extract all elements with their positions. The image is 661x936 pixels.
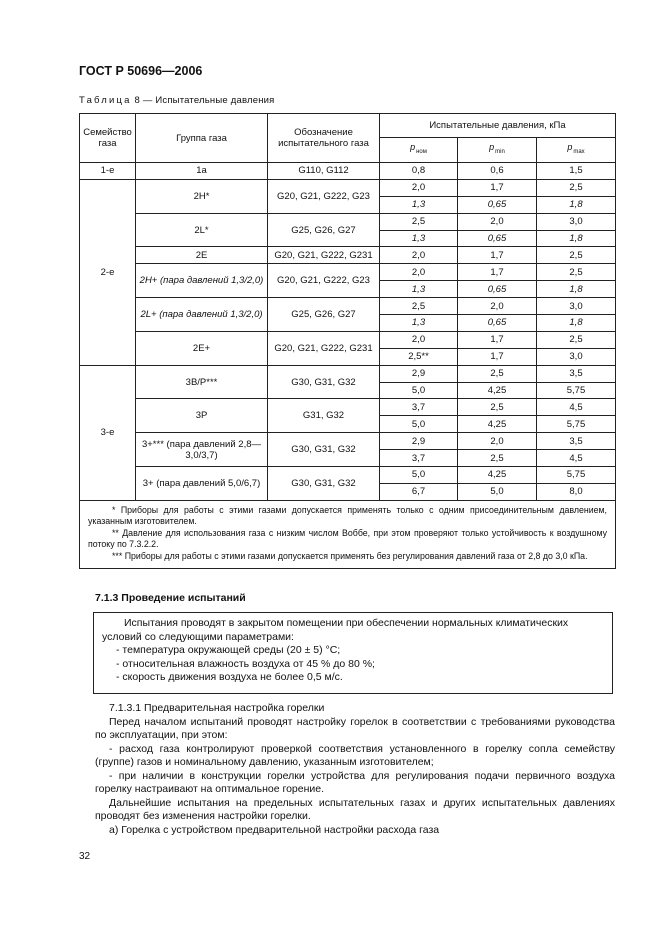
paragraph: Перед началом испытаний проводят настройку горелок в соответствии с требованиями руководства по эксплуатации, при этом: (95, 715, 615, 741)
cell-group: 3+*** (пара давлений 2,8—3,0/3,7) (136, 433, 268, 467)
cell-designation: G30, G31, G32 (268, 365, 380, 399)
table-note: * Приборы для работы с этими газами допускается применять только с одним присоединительным давлением, указанным изготовителем. (88, 504, 608, 526)
p-symbol: p (489, 142, 495, 152)
cell-designation: G20, G21, G222, G23 (268, 264, 380, 298)
cell-group: 2L+ (пара давлений 1,3/2,0) (136, 298, 268, 332)
cell-p-min: 1,7 (458, 247, 537, 264)
paragraph: а) Горелка с устройством предварительной настройки расхода газа (109, 823, 440, 836)
cell-p-nom: 5,0 (380, 467, 458, 484)
cell-p-nom: 0,8 (380, 163, 458, 180)
cell-p-max: 5,75 (537, 416, 616, 433)
cell-group: 3+ (пара давлений 5,0/6,7) (136, 467, 268, 501)
cell-p-nom: 2,9 (380, 365, 458, 382)
document-header: ГОСТ Р 50696—2006 (79, 64, 203, 78)
cell-group: 3В/Р*** (136, 365, 268, 399)
cell-p-max: 8,0 (537, 483, 616, 500)
col-header-designation: Обозначение испытательного газа (268, 114, 380, 163)
cell-p-nom: 3,7 (380, 399, 458, 416)
box-list-item: - относительная влажность воздуха от 45 % до 80 %; (116, 657, 375, 670)
cell-p-min: 0,65 (458, 281, 537, 298)
table-row (80, 163, 616, 180)
cell-p-min: 0,65 (458, 196, 537, 213)
cell-p-max: 5,75 (537, 467, 616, 484)
table-row (80, 264, 616, 281)
p-symbol: p (410, 142, 416, 152)
cell-p-nom: 1,3 (380, 196, 458, 213)
cell-p-nom: 2,0 (380, 179, 458, 196)
table-row (80, 467, 616, 484)
cell-p-min: 1,7 (458, 348, 537, 365)
cell-family: 1-е (80, 163, 136, 180)
cell-p-max: 3,5 (537, 433, 616, 450)
table-caption-word: Таблица (79, 95, 132, 106)
cell-p-min: 1,7 (458, 331, 537, 348)
body-text (95, 702, 615, 837)
p-subscript-nom: ном (416, 149, 427, 155)
box-list-item: - температура окружающей среды (20 ± 5) °С; (116, 644, 341, 657)
cell-designation: G25, G26, G27 (268, 298, 380, 332)
cell-p-nom: 2,0 (380, 331, 458, 348)
cell-p-min: 5,0 (458, 483, 537, 500)
cell-p-nom: 2,5 (380, 298, 458, 315)
p-subscript-min: min (495, 149, 505, 155)
cell-p-max: 2,5 (537, 264, 616, 281)
cell-designation: G20, G21, G222, G23 (268, 179, 380, 213)
table-caption (79, 95, 275, 106)
cell-p-nom: 2,9 (380, 433, 458, 450)
cell-p-min: 2,0 (458, 213, 537, 230)
section-title: 7.1.3 Проведение испытаний (95, 592, 246, 604)
cell-p-max: 4,5 (537, 399, 616, 416)
page-number: 32 (79, 851, 91, 862)
cell-p-max: 1,8 (537, 315, 616, 332)
cell-p-nom: 5,0 (380, 382, 458, 399)
cell-p-max: 4,5 (537, 450, 616, 467)
cell-p-max: 5,75 (537, 382, 616, 399)
col-header-group: Группа газа (136, 114, 268, 163)
cell-p-min: 1,7 (458, 264, 537, 281)
table-note: *** Приборы для работы с этими газами допускается применять без регулирования давлений газа от 2,8 до 3,0 кПа. (112, 550, 588, 561)
cell-p-max: 1,5 (537, 163, 616, 180)
cell-p-max: 1,8 (537, 281, 616, 298)
subsection-title: 7.1.3.1 Предварительная настройка горелки (109, 702, 325, 714)
col-header-p-min (458, 138, 537, 163)
cell-p-min: 2,5 (458, 365, 537, 382)
cell-group: 2Е+ (136, 331, 268, 365)
col-header-family: Семейство газа (80, 114, 136, 163)
cell-p-min: 2,0 (458, 298, 537, 315)
cell-group: 1а (136, 163, 268, 180)
p-subscript-max: max (573, 149, 585, 155)
cell-designation: G110, G112 (268, 163, 380, 180)
cell-p-nom: 3,7 (380, 450, 458, 467)
cell-family: 2-е (80, 179, 136, 365)
table-row (80, 399, 616, 416)
cell-p-min: 1,7 (458, 179, 537, 196)
cell-p-nom: 6,7 (380, 483, 458, 500)
col-header-p-max (537, 138, 616, 163)
cell-p-nom: 2,0 (380, 247, 458, 264)
paragraph: - при наличии в конструкции горелки устройства для регулирования подачи первичного воздуха горелку настраивают на оптимальное горение. (95, 769, 615, 795)
cell-p-min: 4,25 (458, 382, 537, 399)
col-header-pressures: Испытательные давления, кПа (380, 114, 616, 138)
table-notes (80, 500, 616, 568)
cell-group: 3Р (136, 399, 268, 433)
test-pressures-table (79, 113, 616, 569)
cell-p-max: 3,5 (537, 365, 616, 382)
cell-p-min: 0,6 (458, 163, 537, 180)
table-row (80, 331, 616, 348)
cell-designation: G30, G31, G32 (268, 467, 380, 501)
table-row (80, 213, 616, 230)
cell-p-min: 4,25 (458, 416, 537, 433)
cell-p-nom: 1,3 (380, 315, 458, 332)
cell-p-min: 2,5 (458, 399, 537, 416)
cell-p-min: 2,0 (458, 433, 537, 450)
cell-p-min: 4,25 (458, 467, 537, 484)
cell-p-max: 3,0 (537, 213, 616, 230)
cell-p-min: 0,65 (458, 315, 537, 332)
cell-p-nom: 2,5** (380, 348, 458, 365)
p-symbol: p (567, 142, 573, 152)
cell-p-nom: 2,5 (380, 213, 458, 230)
table-caption-text: 8 — Испытательные давления (131, 95, 275, 106)
cell-p-nom: 1,3 (380, 230, 458, 247)
cell-p-max: 1,8 (537, 196, 616, 213)
cell-designation: G25, G26, G27 (268, 213, 380, 247)
box-intro: Испытания проводят в закрытом помещении при обеспечении нормальных климатических условий со следующими параметрами: (102, 617, 569, 643)
table-row (80, 298, 616, 315)
cell-group: 2Е (136, 247, 268, 264)
cell-group: 2Н* (136, 179, 268, 213)
cell-designation: G30, G31, G32 (268, 433, 380, 467)
table-row (80, 179, 616, 196)
cell-designation: G20, G21, G222, G231 (268, 247, 380, 264)
paragraph: - расход газа контролируют проверкой соответствия установленного в горелку сопла семейству (группе) газов и номинальному давлению, указанным изготовителем; (95, 742, 615, 768)
cell-group: 2Н+ (пара давлений 1,3/2,0) (136, 264, 268, 298)
cell-p-max: 2,5 (537, 179, 616, 196)
cell-family: 3-е (80, 365, 136, 500)
cell-designation: G31, G32 (268, 399, 380, 433)
cell-p-min: 0,65 (458, 230, 537, 247)
cell-p-max: 3,0 (537, 348, 616, 365)
table-row (80, 365, 616, 382)
test-conditions-box (93, 612, 613, 694)
table-note: ** Давление для использования газа с низким числом Воббе, при этом проверяют только устойчивость к воздушному потоку по 7.3.2.2. (88, 527, 608, 549)
cell-designation: G20, G21, G222, G231 (268, 331, 380, 365)
cell-p-max: 2,5 (537, 331, 616, 348)
table-notes-row (80, 500, 616, 568)
cell-p-max: 3,0 (537, 298, 616, 315)
cell-group: 2L* (136, 213, 268, 247)
cell-p-max: 2,5 (537, 247, 616, 264)
cell-p-nom: 5,0 (380, 416, 458, 433)
cell-p-nom: 2,0 (380, 264, 458, 281)
cell-p-max: 1,8 (537, 230, 616, 247)
cell-p-min: 2,5 (458, 450, 537, 467)
box-list-item: - скорость движения воздуха не более 0,5 м/с. (116, 671, 343, 684)
table-row (80, 247, 616, 264)
table-row (80, 433, 616, 450)
col-header-p-nom (380, 138, 458, 163)
cell-p-nom: 1,3 (380, 281, 458, 298)
paragraph: Дальнейшие испытания на предельных испытательных газах и других испытательных давлениях проводят без изменения настройки горелки. (95, 796, 615, 822)
